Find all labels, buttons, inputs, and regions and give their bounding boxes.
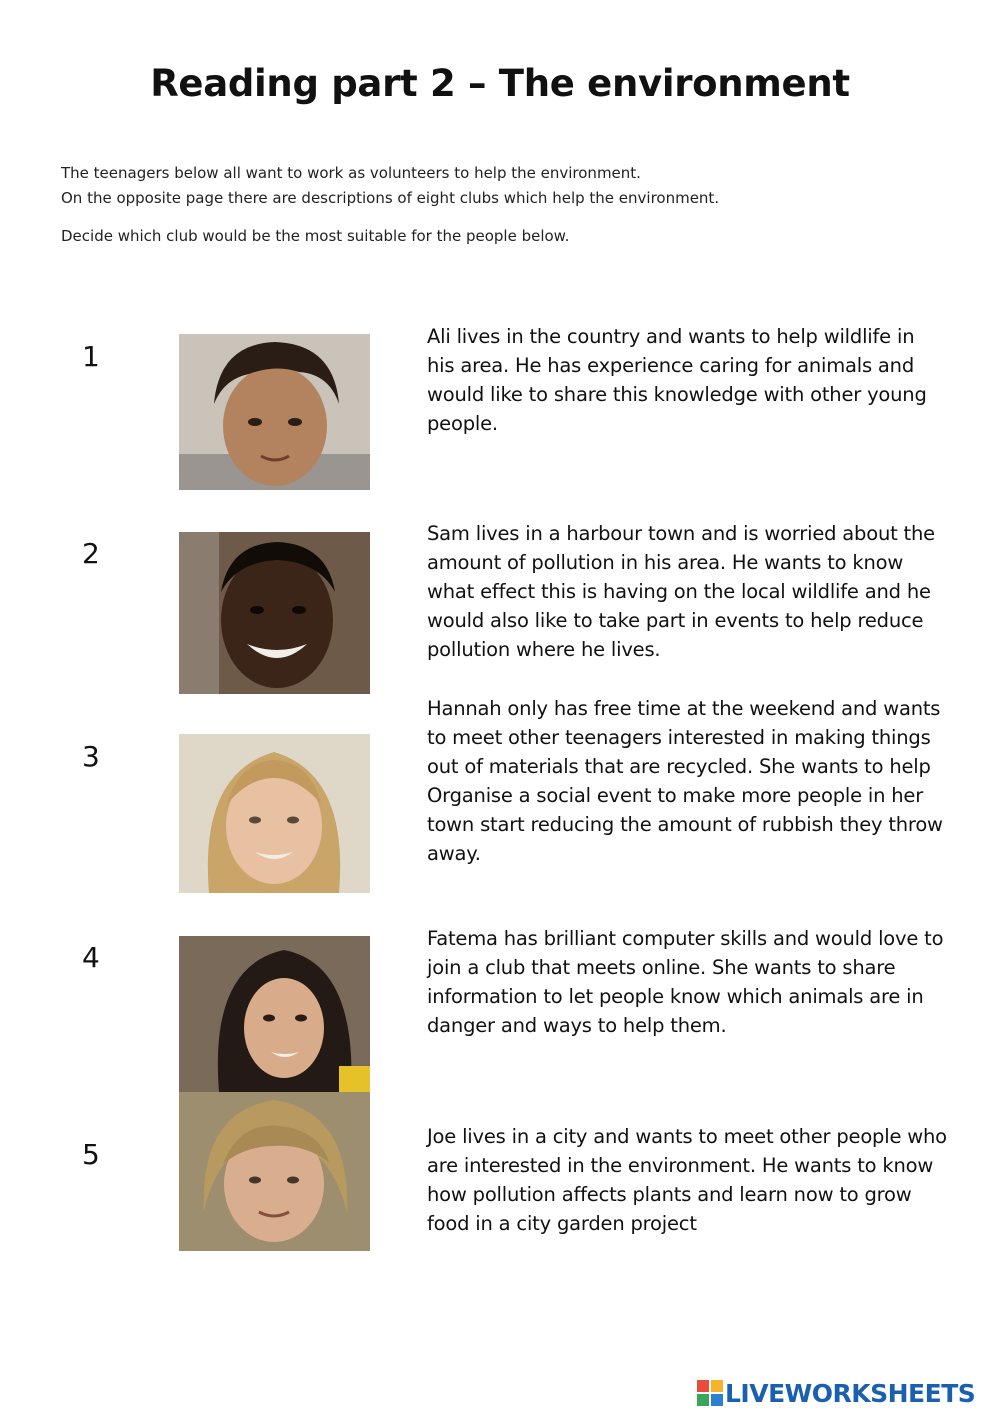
person-description-3: Hannah only has free time at the weekend and wants to meet other teenagers interested in making things out of materials that are recycled. She wants to help Organise a social event to make more people in her town start reducing the amount of rubbish they throw away. xyxy=(427,697,943,865)
person-photo-3 xyxy=(179,734,370,893)
person-description-1: Ali lives in the country and wants to help wildlife in his area. He has experience caring for animals and would like to share this knowledge with other young people. xyxy=(427,325,927,435)
person-photo-5 xyxy=(179,1092,370,1251)
page-title: Reading part 2 – The environment xyxy=(150,62,850,105)
person-photo-4 xyxy=(179,936,370,1092)
intro-line-3: Decide which club would be the most suitable for the people below. xyxy=(61,227,570,245)
person-photo-2 xyxy=(179,532,370,694)
liveworksheets-logo-icon xyxy=(697,1380,723,1406)
logo-text: LIVEWORKSHEETS xyxy=(725,1378,976,1408)
person-description-2: Sam lives in a harbour town and is worried about the amount of pollution in his area. He wants to know what effect this is having on the local wildlife and he would also like to take part in events to help reduce pollution where he lives. xyxy=(427,522,935,661)
liveworksheets-logo[interactable] xyxy=(697,1377,975,1409)
person-description-4: Fatema has brilliant computer skills and would love to join a club that meets online. She wants to share information to let people know which animals are in danger and ways to help them. xyxy=(427,927,944,1037)
person-number-2: 2 xyxy=(82,537,100,570)
person-number-3: 3 xyxy=(82,740,100,773)
person-photo-1 xyxy=(179,334,370,490)
person-number-5: 5 xyxy=(82,1138,100,1171)
person-number-4: 4 xyxy=(82,941,100,974)
person-number-1: 1 xyxy=(82,340,100,373)
intro-line-2: On the opposite page there are descriptions of eight clubs which help the environment. xyxy=(61,189,720,207)
intro-line-1: The teenagers below all want to work as volunteers to help the environment. xyxy=(61,164,641,182)
person-description-5: Joe lives in a city and wants to meet other people who are interested in the environment. He wants to know how pollution affects plants and learn now to grow food in a city garden project xyxy=(427,1125,947,1235)
